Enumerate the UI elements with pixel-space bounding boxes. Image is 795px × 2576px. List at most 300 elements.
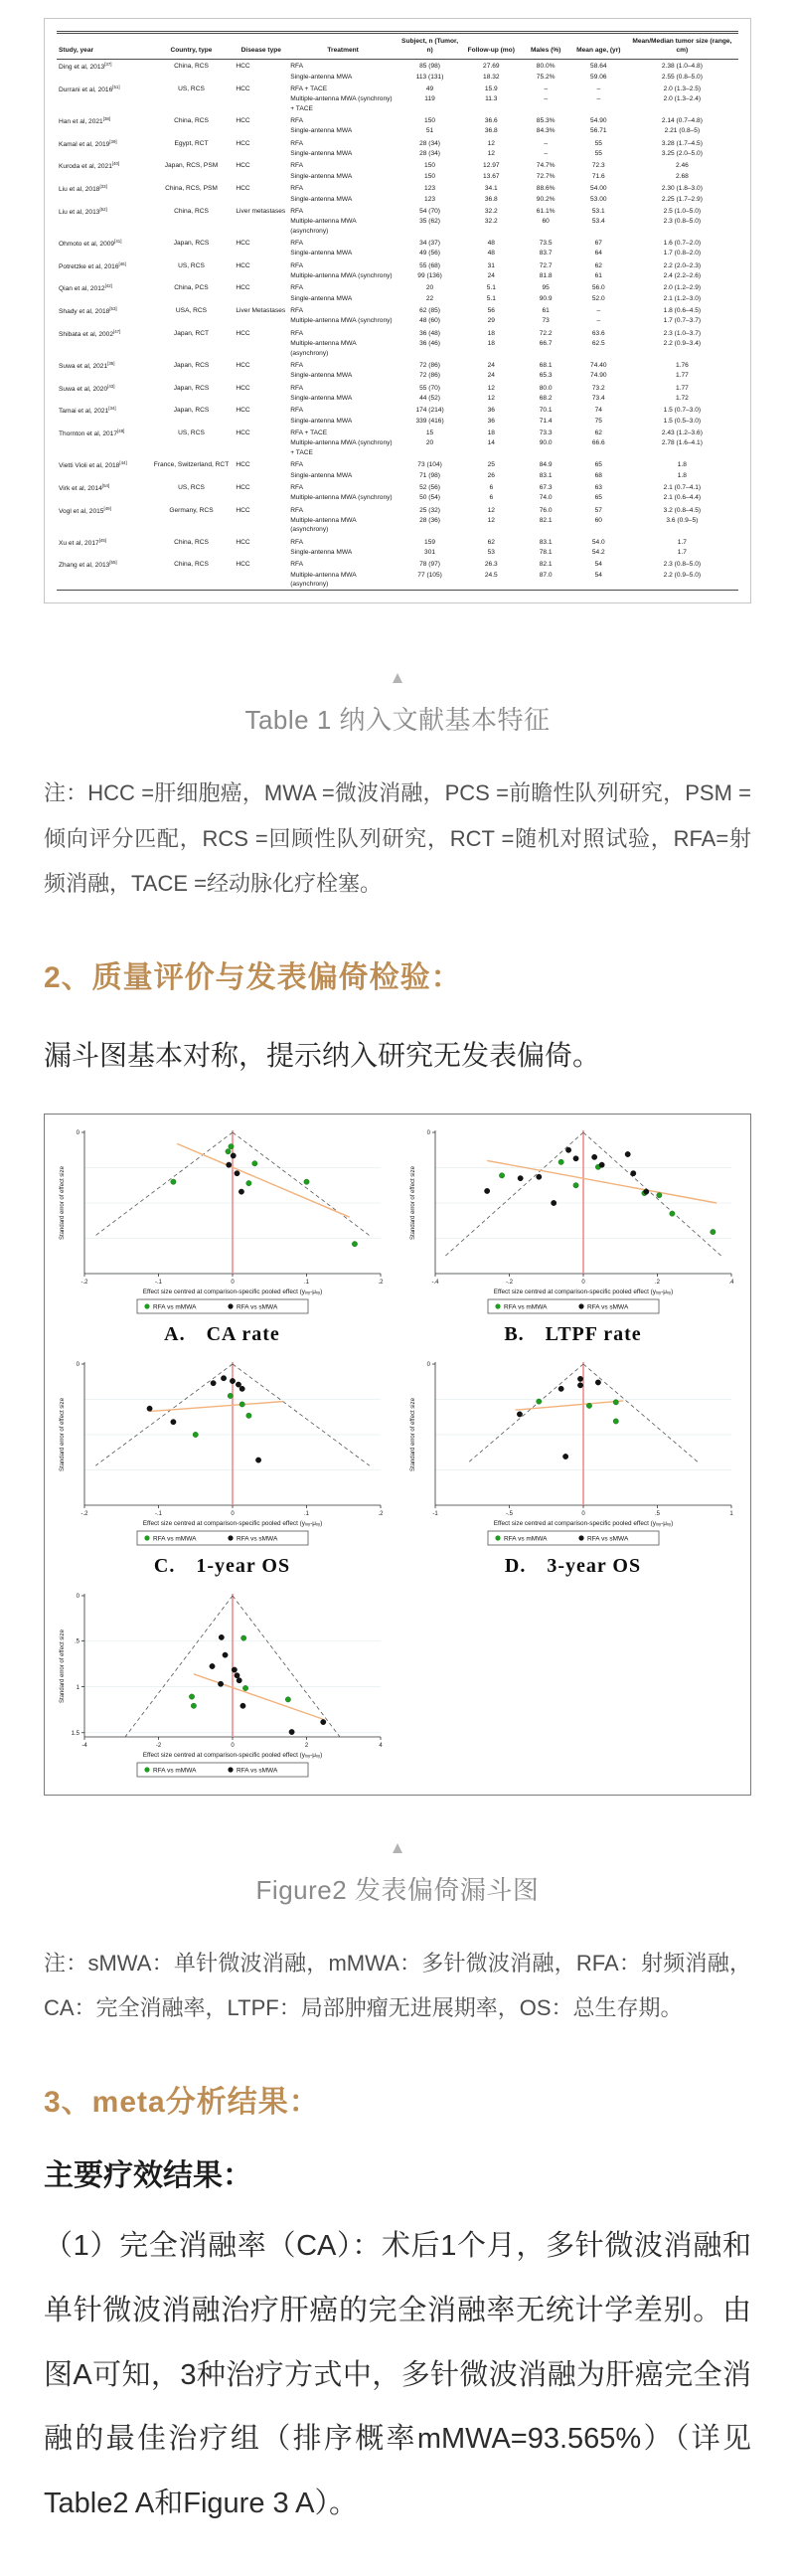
svg-text:-.4: -.4: [430, 1279, 439, 1286]
funnel-plot-A: [55, 1124, 391, 1321]
reference-superscript: [51]: [112, 84, 120, 89]
size-cell: 2.2 (2.0–2.3): [663, 261, 702, 269]
country-cell: Japan, RCS: [173, 239, 210, 247]
data-point: [236, 1381, 240, 1386]
subject-cell: 49 (56): [419, 250, 441, 258]
funnel-plot-E: [55, 1588, 391, 1785]
subject-cell: 34 (37): [419, 239, 441, 247]
age-cell: 52.0: [591, 294, 605, 302]
age-cell: 53.4: [591, 218, 605, 226]
reference-superscript: [34]: [108, 406, 116, 412]
size-cell: 2.55 (0.8–5.0): [661, 73, 703, 81]
age-cell: 62.5: [591, 340, 605, 348]
data-point: [484, 1188, 489, 1193]
males-cell: 90.9: [539, 294, 553, 302]
males-cell: 90.2%: [536, 195, 556, 203]
size-cell: 2.68: [675, 172, 689, 180]
table1-row: [57, 159, 738, 171]
treatment-cell: Multiple-antenna MWA (asynchrony): [290, 516, 357, 534]
males-cell: 82.1: [539, 561, 553, 569]
males-cell: 65.3: [539, 372, 553, 380]
size-cell: 3.2 (0.8–4.5): [663, 506, 702, 514]
fu-cell: 56: [487, 307, 495, 315]
males-cell: 95: [542, 284, 550, 292]
figure2-note: 注：sMWA：单针微波消融，mMWA：多针微波消融，RFA：射频消融，CA：完全消融率，LTPF：局部肿瘤无进展期率，OS：总生存期。: [44, 1950, 751, 2021]
primary-outcome-subhead: 主要疗效结果：: [44, 2158, 252, 2192]
study-cell: Durrani et al, 2016[51]: [59, 84, 120, 94]
fu-cell: 36.8: [484, 127, 498, 135]
treatment-cell: RFA: [290, 139, 304, 147]
size-cell: 1.76: [675, 361, 689, 369]
data-point: [242, 1685, 247, 1690]
data-point: [577, 1382, 582, 1387]
table1-col-header: Disease type: [234, 33, 288, 60]
data-point: [226, 1162, 231, 1167]
table1-row: [57, 281, 738, 293]
males-cell: 82.1: [539, 516, 553, 524]
reference-superscript: [39]: [109, 138, 117, 144]
study-cell: Vogl et al, 2015[49]: [59, 505, 111, 515]
treatment-cell: Multiple-antenna MWA (asynchrony): [290, 218, 357, 235]
data-point: [517, 1411, 522, 1416]
data-point: [643, 1189, 648, 1194]
males-cell: 72.7%: [536, 172, 556, 180]
legend-label-sMWA: RFA vs sMWA: [586, 1302, 628, 1310]
y-axis-label: Standard error of effect size: [409, 1165, 416, 1240]
data-point: [245, 1180, 250, 1185]
disease-cell: HCC: [236, 384, 250, 392]
country-cell: China, RCS: [174, 207, 209, 215]
section2-heading: 2、质量评价与发表偏倚检验：: [44, 960, 462, 994]
age-cell: 73.2: [591, 384, 605, 392]
funnel-panel-D: [401, 1356, 744, 1584]
disease-cell: HCC: [236, 483, 250, 491]
age-cell: 74: [594, 407, 602, 415]
svg-text:0: 0: [76, 1593, 80, 1600]
study-cell: Kamal et al, 2019[39]: [59, 138, 117, 148]
subject-cell: 77 (105): [417, 571, 442, 579]
size-cell: 3.6 (0.9–5): [666, 516, 699, 524]
fu-cell: 27.69: [483, 63, 500, 71]
study-cell: Kuroda et al, 2021[40]: [59, 161, 120, 171]
males-cell: 71.4: [539, 417, 553, 425]
fu-cell: 12.97: [483, 162, 500, 170]
size-cell: 2.1 (0.6–4.4): [663, 494, 702, 502]
age-cell: 60: [594, 516, 602, 524]
size-cell: 2.21 (0.8–5): [664, 127, 701, 135]
study-cell: Suwa et al, 2020[43]: [59, 383, 115, 393]
table1-row: [57, 480, 738, 492]
males-cell: 80.0: [539, 384, 553, 392]
males-cell: 68.2: [539, 395, 553, 402]
treatment-cell: Multiple-antenna MWA (synchrony) + TACE: [290, 439, 393, 456]
subject-cell: 55 (68): [419, 261, 441, 269]
subject-cell: 150: [424, 117, 436, 125]
funnel-panel-B: [401, 1124, 744, 1352]
size-cell: 2.1 (1.2–3.0): [663, 294, 702, 302]
y-axis-label: Standard error of effect size: [59, 1629, 66, 1703]
study-cell: Liu et al, 2018[33]: [59, 184, 107, 194]
subject-cell: 36 (48): [419, 329, 441, 337]
treatment-cell: RFA: [290, 329, 304, 337]
disease-cell: Liver Metastases: [236, 307, 286, 315]
fu-cell: 32.2: [484, 207, 498, 215]
table1-row: [57, 82, 738, 93]
disease-cell: HCC: [236, 284, 250, 292]
subject-cell: 62 (85): [419, 307, 441, 315]
size-cell: 2.0 (1.3–2.4): [663, 95, 702, 103]
data-point: [710, 1229, 715, 1234]
collapse-triangle-icon: ▲: [389, 667, 406, 687]
fu-cell: 12: [487, 139, 495, 147]
fu-cell: 12: [487, 506, 495, 514]
table1-row: [57, 59, 738, 72]
size-cell: 2.3 (0.8–5.0): [663, 218, 702, 226]
size-cell: 1.7 (0.7–3.7): [663, 317, 702, 325]
males-cell: 88.6%: [536, 185, 556, 193]
reference-superscript: [52]: [99, 206, 107, 212]
fu-cell: 12: [487, 150, 495, 158]
svg-text:-4: -4: [80, 1742, 87, 1749]
treatment-cell: Multiple-antenna MWA (asynchrony): [290, 340, 357, 357]
data-point: [255, 1457, 260, 1461]
data-point: [189, 1693, 194, 1698]
size-cell: 2.78 (1.6–4.1): [661, 439, 703, 447]
data-point: [209, 1663, 214, 1668]
fu-cell: 53: [487, 549, 495, 557]
males-cell: 81.8: [539, 272, 553, 280]
treatment-cell: RFA: [290, 162, 304, 170]
age-cell: 75: [594, 417, 602, 425]
size-cell: 2.30 (1.8–3.0): [661, 185, 703, 193]
treatment-cell: RFA: [290, 538, 304, 546]
fu-cell: 48: [487, 239, 495, 247]
males-cell: 74.0: [539, 494, 553, 502]
males-cell: 73: [542, 317, 550, 325]
fu-cell: 18: [487, 329, 495, 337]
country-cell: China, RCS: [174, 117, 209, 125]
country-cell: China, RCS: [174, 538, 209, 546]
table1-col-header: Study, year: [57, 33, 149, 60]
table1-col-header: Subject, n (Tumor, n): [398, 33, 462, 60]
fu-cell: 12: [487, 384, 495, 392]
data-point: [536, 1398, 541, 1403]
treatment-cell: Multiple-antenna MWA (synchrony) + TACE: [290, 95, 393, 112]
table1-header: [57, 33, 738, 60]
size-cell: 2.14 (0.7–4.8): [661, 117, 703, 125]
data-point: [656, 1192, 661, 1197]
age-cell: –: [596, 85, 601, 92]
age-cell: 54.0: [591, 538, 605, 546]
subject-cell: 123: [424, 195, 436, 203]
table1-row: [57, 558, 738, 570]
fu-cell: 25: [487, 461, 495, 469]
treatment-cell: Single-antenna MWA: [290, 250, 353, 258]
fu-cell: 6: [489, 483, 494, 491]
data-point: [572, 1182, 577, 1187]
table1-row: [57, 458, 738, 470]
treatment-cell: Multiple-antenna MWA (synchrony): [290, 317, 393, 325]
data-point: [170, 1179, 175, 1184]
treatment-cell: RFA: [290, 207, 304, 215]
data-point: [288, 1729, 293, 1734]
legend-label-mMWA: RFA vs mMWA: [152, 1534, 196, 1542]
reference-superscript: [49]: [103, 505, 111, 511]
table1-caption: Table 1 纳入文献基本特征: [244, 704, 551, 735]
data-point: [551, 1200, 556, 1205]
country-cell: Japan, RCS: [173, 361, 210, 369]
svg-text:0: 0: [426, 1361, 430, 1368]
subject-cell: 25 (32): [419, 506, 441, 514]
disease-cell: HCC: [236, 162, 250, 170]
treatment-cell: Single-antenna MWA: [290, 127, 353, 135]
males-cell: 61: [542, 307, 550, 315]
table1-row: [57, 326, 738, 338]
reference-superscript: [47]: [113, 328, 121, 334]
males-cell: 74.7%: [536, 162, 556, 170]
data-point: [221, 1375, 226, 1380]
svg-text:0: 0: [230, 1510, 235, 1517]
data-point: [170, 1419, 175, 1424]
age-cell: –: [596, 95, 601, 103]
fu-cell: 15.9: [484, 85, 498, 92]
age-cell: 71.6: [591, 172, 605, 180]
age-cell: 74.40: [590, 361, 607, 369]
subject-cell: 44 (52): [419, 395, 441, 402]
svg-text:.4: .4: [727, 1279, 734, 1286]
size-cell: 2.4 (2.2–2.6): [663, 272, 702, 280]
treatment-cell: RFA: [290, 185, 304, 193]
study-cell: Tamai et al, 2021[34]: [59, 406, 116, 416]
subject-cell: 99 (136): [417, 272, 442, 280]
age-cell: 65: [594, 461, 602, 469]
svg-text:0: 0: [426, 1129, 430, 1136]
treatment-cell: Single-antenna MWA: [290, 150, 353, 158]
study-cell: Thornton et al, 2017[48]: [59, 429, 125, 438]
treatment-cell: RFA: [290, 407, 304, 415]
svg-text:1: 1: [76, 1684, 80, 1691]
age-cell: 59.06: [590, 73, 607, 81]
fu-cell: 18: [487, 340, 495, 348]
country-cell: China, RCS: [174, 63, 209, 71]
svg-text:.5: .5: [74, 1638, 80, 1645]
disease-cell: HCC: [236, 261, 250, 269]
size-cell: 1.72: [675, 395, 689, 402]
age-cell: 57: [594, 506, 602, 514]
age-cell: 66.6: [591, 439, 605, 447]
study-cell: Liu et al, 2013[52]: [59, 206, 107, 217]
males-cell: 67.3: [539, 483, 553, 491]
legend-label-sMWA: RFA vs sMWA: [236, 1534, 277, 1542]
data-point: [630, 1170, 635, 1175]
country-cell: US, RCS: [178, 429, 205, 437]
subject-cell: 71 (98): [419, 471, 441, 479]
age-cell: 54.90: [590, 117, 607, 125]
treatment-cell: Single-antenna MWA: [290, 417, 353, 425]
data-point: [228, 1143, 233, 1148]
data-point: [234, 1170, 238, 1175]
country-cell: China, PCS: [174, 284, 209, 292]
males-cell: 80.0%: [536, 63, 556, 71]
table1-col-header: Mean/Median tumor size (range, cm): [626, 33, 738, 60]
funnel-figure: [44, 1114, 751, 1796]
table1-row: [57, 114, 738, 126]
country-cell: Japan, RCS, PSM: [164, 162, 219, 170]
country-cell: China, RCS: [174, 561, 209, 569]
fu-cell: 18: [487, 429, 495, 437]
males-cell: 66.7: [539, 340, 553, 348]
size-cell: 2.43 (1.2–3.6): [661, 429, 703, 437]
svg-text:-2: -2: [155, 1742, 161, 1749]
svg-text:-.2: -.2: [80, 1279, 88, 1286]
age-cell: 64: [594, 250, 602, 258]
reference-superscript: [46]: [118, 260, 126, 266]
x-axis-label: Effect size centred at comparison-specific pooled effect (yᵢₓᵧ-μₓᵧ): [493, 1519, 673, 1527]
table1-col-header: Follow-up (mo): [462, 33, 520, 60]
age-cell: 61: [594, 272, 602, 280]
fu-cell: 12: [487, 516, 495, 524]
y-axis-label: Standard error of effect size: [409, 1397, 416, 1471]
data-point: [586, 1403, 591, 1408]
disease-cell: HCC: [236, 461, 250, 469]
subject-cell: 36 (46): [419, 340, 441, 348]
disease-cell: HCC: [236, 538, 250, 546]
treatment-cell: Multiple-antenna MWA (asynchrony): [290, 571, 357, 589]
disease-cell: Liver metastases: [236, 207, 286, 215]
disease-cell: HCC: [236, 63, 250, 71]
disease-cell: HCC: [236, 239, 250, 247]
reference-superscript: [45]: [98, 537, 107, 543]
table1-row: [57, 236, 738, 248]
table1-box: [44, 18, 751, 603]
males-cell: 84.9: [539, 461, 553, 469]
table1-row: [57, 258, 738, 270]
country-cell: US, RCS: [178, 483, 205, 491]
svg-text:-.1: -.1: [154, 1510, 162, 1517]
fu-cell: 36.6: [484, 117, 498, 125]
size-cell: 2.5 (1.0–5.0): [663, 207, 702, 215]
age-cell: 72.3: [591, 162, 605, 170]
size-cell: 2.1 (0.7–4.1): [663, 483, 702, 491]
fu-cell: 5.1: [486, 294, 496, 302]
data-point: [234, 1672, 238, 1677]
data-point: [598, 1162, 603, 1167]
data-point: [193, 1432, 198, 1437]
size-cell: 3.25 (2.0–5.0): [661, 150, 703, 158]
data-point: [238, 1386, 243, 1391]
fu-cell: 62: [487, 538, 495, 546]
table1-row: [57, 304, 738, 316]
treatment-cell: Single-antenna MWA: [290, 73, 353, 81]
study-cell: Shady et al, 2018[53]: [59, 306, 117, 316]
svg-text:0: 0: [580, 1510, 585, 1517]
treatment-cell: Single-antenna MWA: [290, 471, 353, 479]
subject-cell: 51: [425, 127, 434, 135]
treatment-cell: Single-antenna MWA: [290, 172, 353, 180]
age-cell: 73.4: [591, 395, 605, 402]
males-cell: 87.0: [539, 571, 553, 579]
data-point: [565, 1147, 570, 1152]
subject-cell: 15: [425, 429, 434, 437]
males-cell: 78.1: [539, 549, 553, 557]
males-cell: 84.3%: [536, 127, 556, 135]
svg-text:.2: .2: [654, 1279, 660, 1286]
size-cell: 1.8: [677, 461, 687, 469]
age-cell: 54: [594, 571, 602, 579]
males-cell: –: [544, 85, 548, 92]
data-point: [237, 1677, 241, 1682]
table1-col-header: Treatment: [288, 33, 398, 60]
disease-cell: HCC: [236, 117, 250, 125]
age-cell: 55: [594, 139, 602, 147]
data-point: [210, 1380, 215, 1385]
subject-cell: 22: [425, 294, 434, 302]
fu-cell: 32.2: [484, 218, 498, 226]
data-point: [230, 1378, 235, 1383]
study-cell: Potretzke et al, 2016[46]: [59, 260, 126, 270]
treatment-cell: Single-antenna MWA: [290, 395, 353, 402]
fu-cell: 13.67: [483, 172, 500, 180]
treatment-cell: RFA: [290, 384, 304, 392]
panel-title-C: C. 1-year OS: [153, 1554, 291, 1577]
subject-cell: 150: [424, 162, 436, 170]
size-cell: 1.5 (0.5–3.0): [663, 417, 702, 425]
country-cell: Japan, RCS: [173, 384, 210, 392]
size-cell: 2.25 (1.7–2.9): [661, 195, 703, 203]
legend-label-mMWA: RFA vs mMWA: [503, 1302, 547, 1310]
data-point: [232, 1666, 237, 1671]
treatment-cell: RFA: [290, 361, 304, 369]
size-cell: 2.3 (1.0–3.7): [663, 329, 702, 337]
treatment-cell: RFA: [290, 117, 304, 125]
collapse-triangle-icon: ▲: [389, 1837, 406, 1857]
x-axis-label: Effect size centred at comparison-specific pooled effect (yᵢₓᵧ-μₓᵧ): [142, 1751, 322, 1759]
panel-title-D: D. 3-year OS: [504, 1554, 642, 1577]
treatment-cell: RFA + TACE: [290, 85, 328, 92]
males-cell: 76.0: [539, 506, 553, 514]
table1-row: [57, 182, 738, 194]
country-cell: China, RCS, PSM: [165, 185, 218, 193]
males-cell: 90.0: [539, 439, 553, 447]
study-cell: Zhang et al, 2013[55]: [59, 560, 117, 570]
svg-text:0: 0: [230, 1742, 235, 1749]
fu-cell: 48: [487, 250, 495, 258]
males-cell: 83.1: [539, 538, 553, 546]
disease-cell: HCC: [236, 407, 250, 415]
data-point: [557, 1159, 562, 1164]
data-point: [577, 1376, 582, 1381]
subject-cell: 119: [424, 95, 435, 103]
figure2-caption: Figure2 发表偏倚漏斗图: [255, 1874, 540, 1905]
data-point: [572, 1155, 577, 1160]
country-cell: Japan, RCS: [173, 407, 210, 415]
subject-cell: 52 (56): [419, 483, 441, 491]
age-cell: 54.2: [591, 549, 605, 557]
table1: [57, 31, 738, 591]
subject-cell: 28 (34): [419, 139, 441, 147]
age-cell: 53.1: [591, 207, 605, 215]
data-point: [251, 1160, 256, 1165]
size-cell: 1.6 (0.7–2.0): [663, 239, 702, 247]
panel-title-A: A. CA rate: [164, 1322, 280, 1345]
age-cell: 54.00: [590, 185, 607, 193]
data-point: [557, 1386, 562, 1391]
svg-text:0: 0: [76, 1361, 80, 1368]
data-point: [517, 1175, 522, 1180]
country-cell: US, RCS: [178, 261, 205, 269]
subject-cell: 54 (70): [419, 207, 441, 215]
table1-row: [57, 404, 738, 416]
